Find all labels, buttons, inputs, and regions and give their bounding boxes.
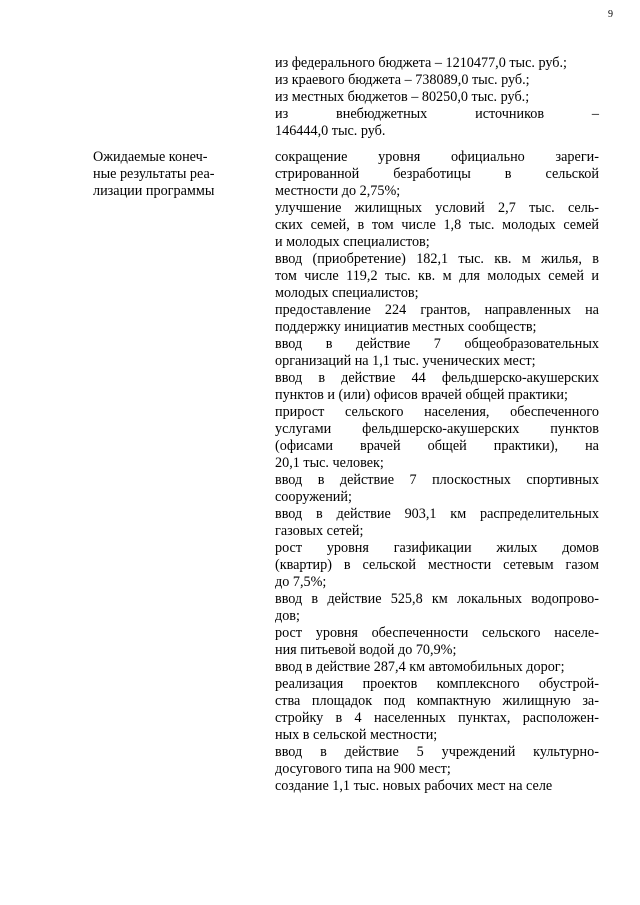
word: молодых (502, 217, 556, 233)
result-line (275, 625, 599, 642)
word: тыс. (385, 268, 411, 284)
word: внебюджетных (336, 106, 428, 122)
funding-extrabudgetary-amount: 146444,0 тыс. руб. (275, 123, 386, 139)
word: 7 (433, 336, 441, 352)
result-line (275, 744, 599, 761)
result-line: организаций на 1,1 тыс. ученических мест; (275, 353, 536, 369)
word: сетевым (503, 557, 554, 573)
result-line: газовых сетей; (275, 523, 364, 539)
word: тыс. (529, 200, 555, 216)
word: км (450, 506, 467, 522)
word: в (316, 506, 323, 522)
result-line (275, 506, 599, 523)
word: кв. (494, 251, 512, 267)
word: на (585, 438, 599, 454)
word: населенных (373, 710, 446, 726)
word: условий (435, 200, 485, 216)
word: кв. (418, 268, 436, 284)
result-line (275, 149, 599, 166)
word: пунктов (550, 421, 599, 437)
word: числе (304, 268, 339, 284)
word: сокращение (275, 149, 348, 165)
word: 5 (416, 744, 424, 760)
word: числе (401, 217, 436, 233)
word: на (585, 302, 599, 318)
expected-results-label (93, 149, 243, 200)
word: жилищную (502, 693, 571, 709)
word: действие (339, 472, 395, 488)
word: уровня (326, 540, 369, 556)
word: в (335, 710, 343, 726)
word: сель- (567, 200, 599, 216)
result-line (275, 557, 599, 574)
word: прирост (275, 404, 325, 420)
result-line (275, 200, 599, 217)
result-item (275, 404, 599, 472)
word: в (504, 166, 512, 182)
result-item (275, 472, 599, 506)
word: газификации (393, 540, 472, 556)
word: 4 (354, 710, 362, 726)
result-line (275, 472, 599, 489)
word: сельского (345, 404, 404, 420)
word: рост (275, 540, 303, 556)
word: рост (275, 625, 303, 641)
result-line: сооружений; (275, 489, 352, 505)
word: действие (344, 744, 399, 760)
label-line: Ожидаемые конеч- (93, 149, 208, 165)
word: фельдшерско-акушерских (362, 421, 520, 437)
word: культурно- (533, 744, 599, 760)
result-line: молодых специалистов; (275, 285, 419, 301)
word: комплексного (436, 676, 520, 692)
word: ввод (275, 744, 303, 760)
word: (квартир) (275, 557, 332, 573)
label-line: ные результаты реа- (93, 166, 215, 182)
word: 1,8 (443, 217, 462, 233)
word: из (275, 106, 289, 122)
result-item (275, 336, 599, 370)
word: 903,1 (404, 506, 437, 522)
word: семей, (310, 217, 350, 233)
funding-regional: из краевого бюджета – 738089,0 тыс. руб.; (275, 72, 530, 88)
word: в (320, 744, 327, 760)
result-line: ввод в действие 287,4 км автомобильных дорог; (275, 659, 565, 675)
word: м (442, 268, 452, 284)
word: спортивных (526, 472, 599, 488)
word: практики), (493, 438, 559, 454)
word: 182,1 (416, 251, 449, 267)
word: ввод (275, 506, 303, 522)
word: молодых (487, 268, 541, 284)
result-line (275, 710, 599, 727)
word: м (521, 251, 531, 267)
result-item (275, 591, 599, 625)
funding-local: из местных бюджетов – 80250,0 тыс. руб.; (275, 89, 530, 105)
word: источников (475, 106, 545, 122)
word: в (317, 472, 325, 488)
result-line: поддержку инициатив местных сообществ; (275, 319, 537, 335)
word: общей (427, 438, 467, 454)
word: сельского (482, 625, 541, 641)
result-line: ния питьевой водой до 70,9%; (275, 642, 457, 658)
result-line (275, 540, 599, 557)
result-item (275, 625, 599, 659)
word: врачей (360, 438, 401, 454)
word: стрированной (275, 166, 360, 182)
result-line: досугового типа на 900 мест; (275, 761, 451, 777)
word: обеспеченности (371, 625, 469, 641)
result-line (275, 693, 599, 710)
word: ввод (275, 370, 303, 386)
word: общеобразовательных (464, 336, 599, 352)
page-number: 9 (608, 9, 613, 20)
result-item (275, 506, 599, 540)
word: направленных (484, 302, 571, 318)
word: семей (563, 217, 599, 233)
result-line: и молодых специалистов; (275, 234, 430, 250)
word: и (591, 268, 599, 284)
word: плоскостных (432, 472, 511, 488)
word: – (591, 106, 599, 122)
word: в (325, 336, 333, 352)
word: ввод (275, 336, 303, 352)
result-line (275, 166, 599, 183)
word: действие (356, 336, 411, 352)
word: предоставление (275, 302, 371, 318)
result-line: пунктов и (или) офисов врачей общей практики; (275, 387, 568, 403)
word: в (592, 251, 599, 267)
word: ских (275, 217, 303, 233)
word: 2,7 (498, 200, 516, 216)
word: ства (275, 693, 301, 709)
word: для (459, 268, 480, 284)
result-line (275, 421, 599, 438)
funding-federal: из федерального бюджета – 1210477,0 тыс. руб.; (275, 55, 567, 71)
expected-results-list (275, 149, 599, 795)
word: населе- (554, 625, 599, 641)
result-line: дов; (275, 608, 300, 624)
word: (приобретение) (312, 251, 406, 267)
result-line (275, 251, 599, 268)
funding-sources (275, 55, 599, 140)
label-line: лизации программы (93, 183, 215, 199)
word: фельдшерско-акушерских (441, 370, 599, 386)
word: тыс. (468, 217, 495, 233)
word: 224 (384, 302, 407, 318)
result-line (275, 591, 599, 608)
result-item (275, 149, 599, 200)
word: грантов, (420, 302, 471, 318)
word: в (311, 591, 319, 607)
word: учреждений (441, 744, 516, 760)
word: обеспеченного (510, 404, 599, 420)
word: действие (327, 591, 382, 607)
word: пунктах, (458, 710, 511, 726)
result-item (275, 370, 599, 404)
result-line: до 7,5%; (275, 574, 327, 590)
word: зареги- (555, 149, 599, 165)
word: реализация (275, 676, 344, 692)
word: 44 (411, 370, 426, 386)
result-item (275, 744, 599, 778)
word: семей (548, 268, 584, 284)
word: газом (565, 557, 599, 573)
word: расположен- (522, 710, 599, 726)
word: жилья, (540, 251, 582, 267)
word: действие (341, 370, 396, 386)
result-line: ных в сельской местности; (275, 727, 438, 743)
result-item (275, 251, 599, 302)
word: том (275, 268, 297, 284)
word: 7 (409, 472, 417, 488)
result-line: 20,1 тыс. человек; (275, 455, 384, 471)
word: населения, (424, 404, 490, 420)
word: домов (562, 540, 599, 556)
word: (офисами (275, 438, 333, 454)
result-line: создание 1,1 тыс. новых рабочих мест на селе (275, 778, 553, 794)
word: жилых (496, 540, 538, 556)
result-line (275, 676, 599, 693)
word: водопрово- (531, 591, 599, 607)
word: ввод (275, 472, 303, 488)
result-line (275, 336, 599, 353)
result-item (275, 200, 599, 251)
word: ввод (275, 591, 303, 607)
word: 119,2 (346, 268, 378, 284)
word: площадок (311, 693, 373, 709)
word: в (318, 370, 326, 386)
word: сельской (362, 557, 416, 573)
result-line (275, 302, 599, 319)
word: сельской (545, 166, 599, 182)
word: в (357, 217, 365, 233)
word: стройку (275, 710, 324, 726)
word: под (383, 693, 406, 709)
word: улучшение (275, 200, 342, 216)
word: компактную (416, 693, 491, 709)
word: официально (451, 149, 525, 165)
word: жилищных (354, 200, 422, 216)
funding-extrabudgetary-line (275, 106, 599, 123)
result-line: местности до 2,75%; (275, 183, 401, 199)
word: за- (582, 693, 599, 709)
word: 525,8 (390, 591, 423, 607)
word: ввод (275, 251, 303, 267)
word: обустрой- (538, 676, 599, 692)
result-line (275, 404, 599, 421)
word: уровня (378, 149, 421, 165)
result-item (275, 676, 599, 744)
word: уровня (315, 625, 358, 641)
result-item (275, 302, 599, 336)
result-item (275, 778, 599, 795)
word: тыс. (458, 251, 484, 267)
result-line (275, 268, 599, 285)
word: локальных (456, 591, 522, 607)
word: проектов (362, 676, 418, 692)
result-item (275, 659, 599, 676)
word: безработицы (393, 166, 471, 182)
result-line (275, 438, 599, 455)
word: действие (336, 506, 391, 522)
result-line (275, 217, 599, 234)
word: местности (427, 557, 492, 573)
word: распределительных (479, 506, 599, 522)
word: км (431, 591, 448, 607)
word: услугами (275, 421, 332, 437)
result-line (275, 370, 599, 387)
word: том (371, 217, 394, 233)
word: в (343, 557, 351, 573)
result-item (275, 540, 599, 591)
